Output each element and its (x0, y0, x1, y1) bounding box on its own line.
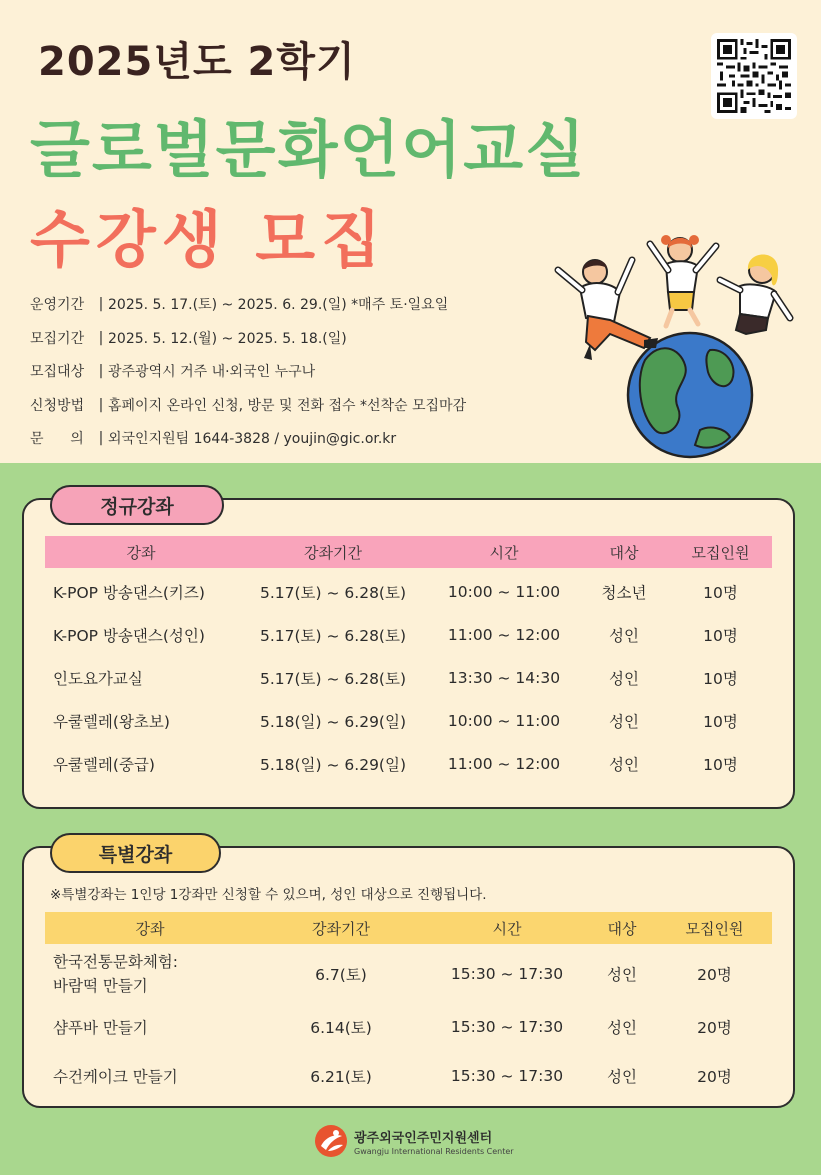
course-time: 10:00 ~ 11:00 (447, 711, 561, 730)
table-row (45, 613, 772, 656)
course-period: 6.7(토) (315, 966, 367, 984)
course-period: 5.17(토) ~ 6.28(토) (260, 669, 406, 688)
course-capacity: 10명 (703, 755, 738, 774)
course-target: 성인 (609, 669, 639, 688)
course-target: 성인 (607, 966, 637, 984)
table-row (45, 1002, 772, 1052)
info-row (30, 323, 466, 353)
header-course: 강좌 (126, 543, 156, 562)
header-target: 대상 (607, 919, 637, 938)
course-name: 한국전통문화체험: 바람떡 만들기 (53, 953, 179, 995)
course-time: 15:30 ~ 17:30 (450, 965, 564, 983)
info-row (30, 356, 466, 386)
table-header (45, 536, 772, 568)
center-logo-icon (314, 1124, 348, 1158)
info-value: 외국인지원팀 1644-3828 / youjin@gic.or.kr (108, 431, 397, 448)
header-capacity: 모집인원 (685, 919, 744, 938)
course-period: 5.17(토) ~ 6.28(토) (260, 583, 406, 602)
table-row (45, 742, 772, 785)
course-name: 샴푸바 만들기 (53, 1019, 148, 1037)
info-row (30, 289, 466, 319)
year-title: 2025년도 2학기 (38, 39, 356, 85)
info-value: 2025. 5. 17.(토) ~ 2025. 6. 29.(일) *매주 토·일요일 (108, 297, 449, 313)
header-time: 시간 (489, 543, 519, 562)
info-label: 신청방법 (30, 397, 85, 414)
course-capacity: 20명 (697, 1068, 732, 1086)
info-label: 운영기간 (30, 297, 85, 313)
course-target: 성인 (607, 1019, 637, 1037)
course-target: 성인 (607, 1068, 637, 1086)
main-title: 글로벌문화언어교실 (30, 113, 588, 186)
course-period: 5.18(일) ~ 6.29(일) (260, 755, 406, 774)
qr-code-icon[interactable] (711, 33, 797, 119)
jumping-people-globe-illustration (540, 230, 800, 460)
info-sep: | (98, 396, 104, 413)
course-name: 우쿨렐레(중급) (53, 755, 155, 774)
info-value: 홈페이지 온라인 신청, 방문 및 전화 접수 *선착순 모집마감 (108, 397, 467, 414)
course-target: 성인 (609, 755, 639, 774)
course-name: 우쿨렐레(왕초보) (53, 712, 170, 731)
course-period: 5.18(일) ~ 6.29(일) (260, 712, 406, 731)
course-period: 5.17(토) ~ 6.28(토) (260, 626, 406, 645)
course-period: 6.21(토) (310, 1068, 372, 1086)
header-capacity: 모집인원 (691, 543, 750, 562)
special-course-table (45, 912, 772, 1100)
info-list (30, 289, 466, 457)
table-header (45, 912, 772, 944)
info-sep: | (98, 329, 104, 346)
course-target: 청소년 (601, 583, 647, 602)
info-sep: | (98, 296, 104, 312)
info-sep: | (98, 363, 104, 380)
course-time: 15:30 ~ 17:30 (450, 1018, 564, 1036)
info-value: 광주광역시 거주 내·외국인 누구나 (108, 364, 316, 381)
table-row (45, 946, 772, 1002)
regular-course-title: 정규강좌 (50, 485, 224, 525)
special-course-note: ※특별강좌는 1인당 1강좌만 신청할 수 있으며, 성인 대상으로 진행됩니다. (50, 887, 487, 903)
course-name: 수건케이크 만들기 (53, 1068, 178, 1086)
info-sep: | (98, 430, 104, 447)
header-period: 강좌기간 (312, 919, 370, 938)
course-target: 성인 (609, 626, 639, 645)
course-capacity: 10명 (703, 583, 738, 602)
course-period: 6.14(토) (310, 1019, 372, 1037)
info-row (30, 423, 466, 453)
header-time: 시간 (492, 919, 522, 938)
info-label: 모집기간 (30, 330, 85, 347)
table-row (45, 570, 772, 613)
course-name: K-POP 방송댄스(성인) (53, 626, 205, 645)
course-time: 11:00 ~ 12:00 (447, 754, 561, 773)
sub-title: 수강생 모집 (30, 203, 388, 276)
org-name-ko: 광주외국인주민지원센터 (354, 1130, 493, 1146)
info-label: 모집대상 (30, 364, 85, 381)
info-row (30, 390, 466, 420)
course-time: 10:00 ~ 11:00 (447, 582, 561, 601)
regular-course-table (45, 536, 772, 785)
table-row (45, 656, 772, 699)
header-course: 강좌 (135, 919, 165, 938)
table-row (45, 1052, 772, 1100)
course-capacity: 10명 (703, 626, 738, 645)
course-capacity: 20명 (697, 1019, 732, 1037)
course-time: 15:30 ~ 17:30 (450, 1067, 564, 1085)
header-target: 대상 (609, 543, 639, 562)
info-label: 문 의 (30, 431, 84, 448)
header-period: 강좌기간 (304, 543, 362, 562)
footer-logo[interactable] (314, 1124, 514, 1158)
course-capacity: 10명 (703, 669, 738, 688)
org-name-en: Gwangju International Residents Center (354, 1146, 514, 1156)
course-name: K-POP 방송댄스(키즈) (53, 583, 205, 602)
special-course-title: 특별강좌 (50, 833, 221, 873)
course-capacity: 20명 (697, 966, 732, 984)
course-capacity: 10명 (703, 712, 738, 731)
course-name: 인도요가교실 (53, 669, 143, 688)
course-time: 13:30 ~ 14:30 (447, 668, 561, 687)
table-row (45, 699, 772, 742)
info-value: 2025. 5. 12.(월) ~ 2025. 5. 18.(일) (108, 330, 347, 347)
course-time: 11:00 ~ 12:00 (447, 625, 561, 644)
course-target: 성인 (609, 712, 639, 731)
